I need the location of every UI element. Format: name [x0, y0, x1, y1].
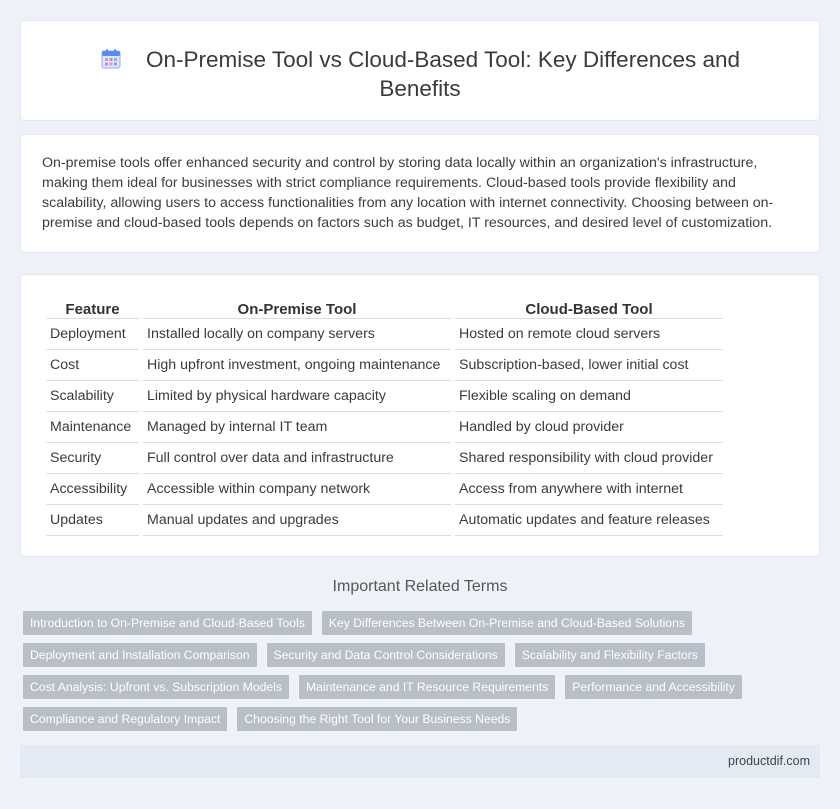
- header-on-premise: On-Premise Tool: [143, 295, 451, 319]
- feature-cell: Updates: [46, 505, 139, 536]
- related-term-tag[interactable]: Cost Analysis: Upfront vs. Subscription Models: [23, 675, 289, 699]
- on-premise-cell: Accessible within company network: [143, 474, 451, 505]
- feature-cell: Accessibility: [46, 474, 139, 505]
- related-terms-title: Important Related Terms: [332, 578, 508, 595]
- cloud-based-cell: Subscription-based, lower initial cost: [455, 350, 723, 381]
- page-title: [21, 45, 819, 103]
- feature-cell: Maintenance: [46, 412, 139, 443]
- feature-cell: Scalability: [46, 381, 139, 412]
- on-premise-cell: Managed by internal IT team: [143, 412, 451, 443]
- related-term-tag[interactable]: Security and Data Control Considerations: [267, 643, 505, 667]
- cloud-based-cell: Access from anywhere with internet: [455, 474, 723, 505]
- on-premise-cell: High upfront investment, ongoing maintenance: [143, 350, 451, 381]
- related-term-tag[interactable]: Performance and Accessibility: [565, 675, 742, 699]
- on-premise-cell: Full control over data and infrastructure: [143, 443, 451, 474]
- feature-cell: Deployment: [46, 319, 139, 350]
- cloud-based-cell: Shared responsibility with cloud provider: [455, 443, 723, 474]
- related-term-tag[interactable]: Scalability and Flexibility Factors: [515, 643, 705, 667]
- table-row: [46, 474, 723, 505]
- related-term-tag[interactable]: Choosing the Right Tool for Your Business Needs: [237, 707, 517, 731]
- related-term-tag[interactable]: Deployment and Installation Comparison: [23, 643, 257, 667]
- table-row: [46, 505, 723, 536]
- related-term-tag[interactable]: Key Differences Between On-Premise and Cloud-Based Solutions: [322, 611, 692, 635]
- footer-site-link[interactable]: productdif.com: [728, 754, 810, 768]
- related-term-tag[interactable]: Maintenance and IT Resource Requirements: [299, 675, 555, 699]
- on-premise-cell: Limited by physical hardware capacity: [143, 381, 451, 412]
- page-title-text: On-Premise Tool vs Cloud-Based Tool: Key Differences and Benefits: [145, 47, 741, 101]
- intro-paragraph: On-premise tools offer enhanced security and control by storing data locally within an organization's infrastructure, making them ideal for businesses with strict compliance requirements. Cloud-based tools provide flexibility and scalability, allowing users to access functionalities from any location with internet connectivity. Choosing between on-premise and cloud-based tools depends on factors such as budget, IT resources, and desired level of customization.: [42, 155, 774, 231]
- on-premise-cell: Installed locally on company servers: [143, 319, 451, 350]
- table-row: [46, 412, 723, 443]
- table-row: [46, 319, 723, 350]
- table-header-row: [46, 295, 723, 319]
- table-row: [46, 443, 723, 474]
- cloud-based-cell: Handled by cloud provider: [455, 412, 723, 443]
- calendar-icon: [100, 48, 122, 70]
- feature-cell: Cost: [46, 350, 139, 381]
- feature-cell: Security: [46, 443, 139, 474]
- on-premise-cell: Manual updates and upgrades: [143, 505, 451, 536]
- related-term-tag[interactable]: Introduction to On-Premise and Cloud-Based Tools: [23, 611, 312, 635]
- header-cloud-based: Cloud-Based Tool: [455, 295, 723, 319]
- cloud-based-cell: Hosted on remote cloud servers: [455, 319, 723, 350]
- header-card: [20, 20, 820, 121]
- table-row: [46, 350, 723, 381]
- comparison-table: [42, 295, 727, 536]
- related-terms-tags: [23, 611, 803, 739]
- intro-card: [20, 134, 820, 253]
- header-feature: Feature: [46, 295, 139, 319]
- cloud-based-cell: Automatic updates and feature releases: [455, 505, 723, 536]
- comparison-card: [20, 274, 820, 557]
- cloud-based-cell: Flexible scaling on demand: [455, 381, 723, 412]
- footer-bar: [20, 745, 820, 778]
- table-row: [46, 381, 723, 412]
- related-term-tag[interactable]: Compliance and Regulatory Impact: [23, 707, 227, 731]
